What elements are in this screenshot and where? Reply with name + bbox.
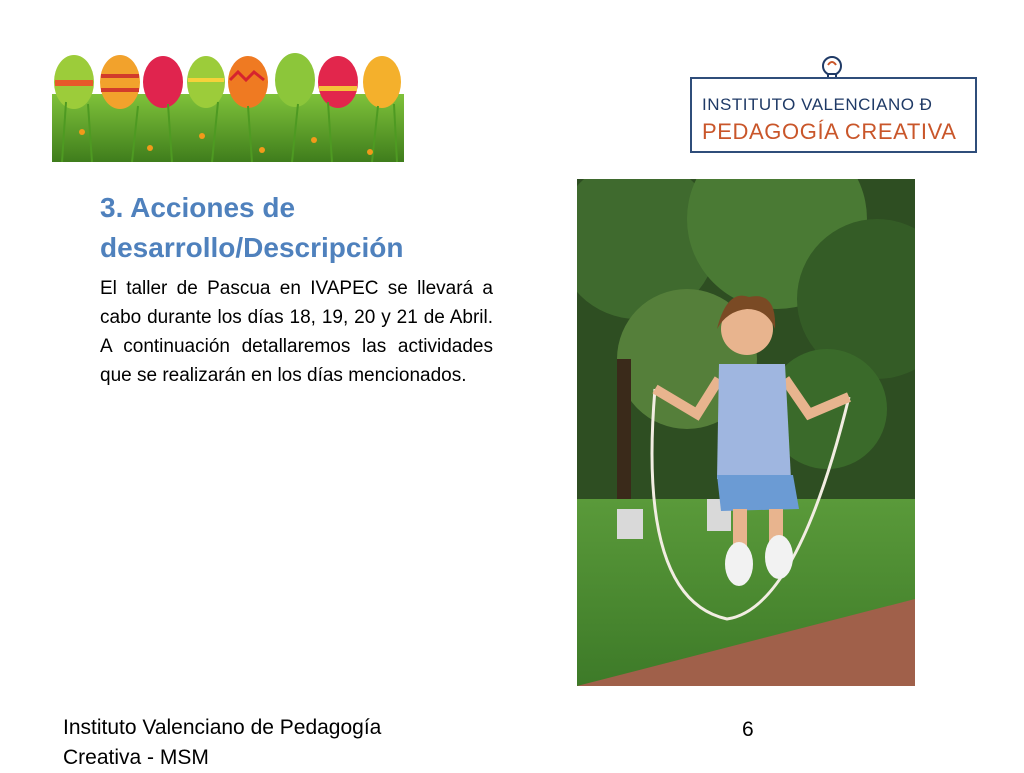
slide-body-text: El taller de Pascua en IVAPEC se llevará a cabo durante los días 18, 19, 20 y 21 de Abril. A continuación detallaremos las actividades que se realizarán en los días mencionados. xyxy=(100,278,493,386)
institute-logo xyxy=(690,77,977,153)
easter-eggs-image xyxy=(52,44,404,162)
girl-jumping-rope-photo xyxy=(577,179,915,686)
page-number: 6 xyxy=(742,718,754,741)
logo-line-2: PEDAGOGÍA CREATIVA xyxy=(702,119,957,144)
footer-institute-name: Instituto Valenciano de Pedagogía Creativa - MSM xyxy=(63,716,382,769)
logo-line-1: INSTITUTO VALENCIANO Ð xyxy=(702,95,933,114)
slide-title: 3. Acciones de desarrollo/Descripción xyxy=(100,192,404,263)
